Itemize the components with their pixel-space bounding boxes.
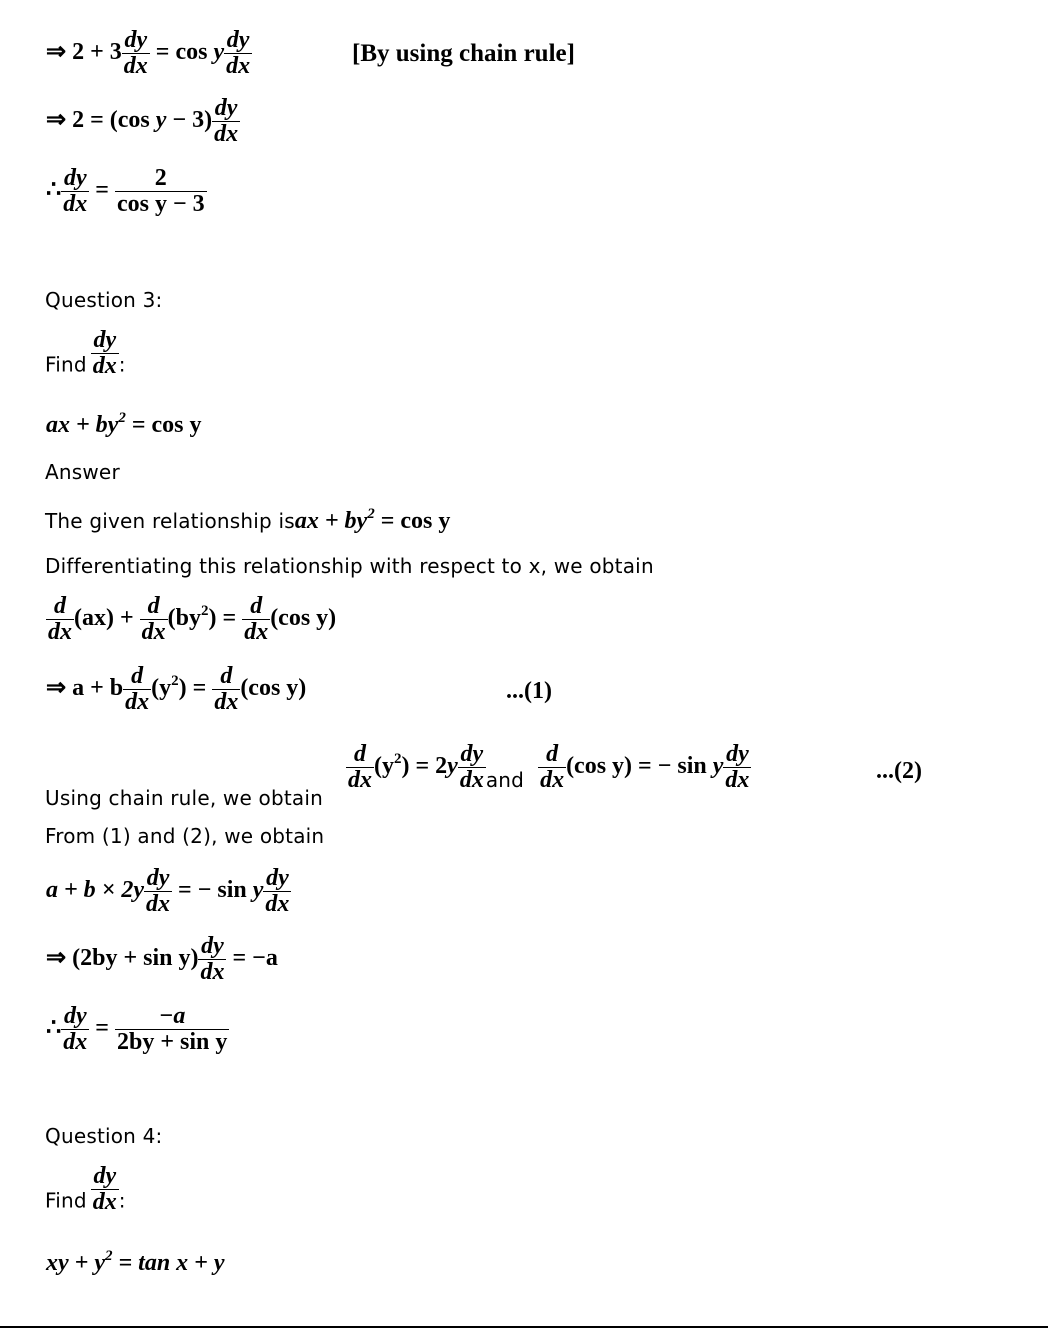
fraction-result bbox=[115, 166, 207, 217]
eq-text: − 3) bbox=[166, 107, 213, 134]
colon: : bbox=[118, 352, 126, 377]
fraction-dy-dx bbox=[723, 742, 751, 793]
numerator: dy bbox=[146, 865, 170, 891]
numerator: dy bbox=[124, 27, 148, 53]
eq-text: ) = 2 bbox=[401, 753, 448, 780]
fraction-d-dx bbox=[212, 664, 240, 715]
numerator: d bbox=[250, 593, 263, 619]
denominator: dx bbox=[48, 619, 72, 646]
fraction-dy-dx bbox=[198, 934, 226, 985]
q3-equation bbox=[46, 410, 202, 439]
eq-text: (by bbox=[167, 605, 202, 632]
denominator: cos y − 3 bbox=[116, 191, 205, 218]
equation-ref-1: ...(1) bbox=[506, 678, 552, 704]
denominator: dx bbox=[214, 689, 239, 716]
fraction-dy-dx bbox=[91, 1164, 119, 1215]
eq-text: ax + by bbox=[46, 412, 119, 438]
numerator: dy bbox=[63, 1003, 87, 1029]
q3-step-3 bbox=[46, 866, 291, 917]
numerator: −a bbox=[158, 1003, 186, 1029]
numerator: d bbox=[131, 663, 144, 689]
eq-text: = bbox=[89, 1015, 115, 1042]
therefore-symbol: ∴ bbox=[46, 1015, 62, 1042]
numerator: d bbox=[354, 741, 366, 767]
eq-text: ⇒ 2 = (cos bbox=[46, 107, 156, 134]
eq-text: xy + y bbox=[46, 1250, 105, 1276]
eq-text: (cos y) = − sin bbox=[566, 753, 713, 780]
denominator: dx bbox=[725, 767, 750, 794]
denominator: dx bbox=[540, 767, 565, 794]
denominator: dx bbox=[125, 689, 150, 716]
eq-text: (ax) + bbox=[74, 605, 140, 632]
denominator: dx bbox=[459, 767, 484, 794]
variable: y bbox=[712, 753, 724, 780]
eq-text: (cos y) bbox=[270, 605, 337, 632]
numerator: dy bbox=[214, 95, 238, 121]
variable: y bbox=[252, 877, 264, 904]
eq-text: ) = bbox=[208, 605, 243, 632]
chain-rule-note: [By using chain rule] bbox=[352, 40, 575, 67]
denominator: dx bbox=[63, 191, 88, 218]
variable: y bbox=[155, 107, 167, 134]
eq-text: ⇒ a + b bbox=[46, 675, 124, 702]
eq-chain-line-1 bbox=[46, 28, 252, 79]
question-3-heading: Question 3: bbox=[45, 288, 163, 312]
fraction-dy-dx bbox=[224, 28, 252, 79]
fraction-dy-dx bbox=[61, 1004, 89, 1055]
q3-result bbox=[46, 1004, 229, 1055]
denominator: dx bbox=[63, 1029, 88, 1056]
fraction-dy-dx bbox=[61, 166, 89, 217]
eq-text: (y bbox=[151, 675, 172, 702]
numerator: dy bbox=[460, 741, 484, 767]
eq-chain-result bbox=[46, 166, 207, 217]
colon: : bbox=[118, 1188, 126, 1213]
exponent: 2 bbox=[118, 410, 126, 426]
denominator: dx bbox=[214, 121, 239, 148]
therefore-symbol: ∴ bbox=[46, 177, 62, 204]
variable: y bbox=[213, 39, 225, 66]
eq-text: (cos y) bbox=[240, 675, 307, 702]
denominator: dx bbox=[92, 1189, 117, 1216]
eq-text: = −a bbox=[226, 945, 278, 972]
fraction-dy-dx bbox=[212, 96, 240, 147]
denominator: dx bbox=[146, 891, 171, 918]
differentiating-text: Differentiating this relationship with respect to x, we obtain bbox=[45, 554, 654, 578]
eq-text: ) = bbox=[178, 675, 213, 702]
fraction-dy-dx bbox=[144, 866, 172, 917]
q4-equation bbox=[46, 1248, 225, 1277]
eq-text: = cos bbox=[149, 39, 214, 66]
eq-text: = − sin bbox=[172, 877, 253, 904]
q3-chain-equations bbox=[346, 742, 751, 793]
fraction-dy-dx bbox=[122, 28, 150, 79]
exponent: 2 bbox=[104, 1248, 113, 1264]
numerator: dy bbox=[726, 741, 749, 767]
numerator: dy bbox=[63, 165, 87, 191]
denominator: 2by + sin y bbox=[116, 1029, 228, 1056]
fraction-dy-dx bbox=[458, 742, 486, 793]
denominator: dx bbox=[123, 53, 148, 80]
eq-text: = cos y bbox=[125, 412, 202, 438]
fraction-result bbox=[115, 1004, 229, 1055]
fraction-d-dx bbox=[538, 742, 566, 793]
variable: y bbox=[133, 877, 145, 904]
fraction-d-dx bbox=[46, 594, 74, 645]
denominator: dx bbox=[92, 353, 117, 380]
q4-find-line bbox=[45, 1164, 126, 1215]
eq-text: ax + by bbox=[294, 508, 368, 534]
and-text: and bbox=[485, 768, 525, 793]
eq-chain-line-2 bbox=[46, 96, 240, 147]
denominator: dx bbox=[226, 53, 251, 80]
variable: y bbox=[447, 753, 458, 780]
exponent: 2 bbox=[394, 751, 402, 768]
given-equation bbox=[295, 508, 451, 534]
exponent: 2 bbox=[367, 506, 375, 522]
numerator: d bbox=[147, 593, 160, 619]
q3-step-2 bbox=[46, 664, 306, 715]
eq-text: ⇒ (2by + sin y) bbox=[46, 945, 199, 972]
eq-text: a + b × 2 bbox=[46, 877, 134, 904]
numerator: d bbox=[54, 593, 66, 619]
q3-find-line bbox=[45, 328, 126, 379]
given-relationship-line bbox=[45, 506, 450, 535]
chain-rule-text: Using chain rule, we obtain bbox=[45, 786, 324, 810]
exponent: 2 bbox=[201, 603, 209, 620]
fraction-d-dx bbox=[123, 664, 151, 715]
numerator: dy bbox=[226, 27, 250, 53]
fraction-dy-dx bbox=[91, 328, 119, 379]
exponent: 2 bbox=[171, 673, 179, 690]
fraction-d-dx bbox=[242, 594, 270, 645]
question-4-heading: Question 4: bbox=[45, 1124, 163, 1148]
numerator: 2 bbox=[154, 165, 167, 191]
numerator: dy bbox=[266, 865, 289, 891]
denominator: dx bbox=[141, 619, 166, 646]
denominator: dx bbox=[200, 959, 225, 986]
answer-label: Answer bbox=[45, 460, 120, 484]
eq-text: ⇒ 2 + 3 bbox=[46, 39, 122, 66]
q3-step-4 bbox=[46, 934, 278, 985]
denominator: dx bbox=[348, 767, 372, 794]
from-text: From (1) and (2), we obtain bbox=[45, 824, 325, 848]
numerator: dy bbox=[93, 327, 117, 353]
fraction-d-dx bbox=[140, 594, 168, 645]
q3-step-1 bbox=[46, 594, 336, 645]
fraction-d-dx bbox=[346, 742, 374, 793]
denominator: dx bbox=[265, 891, 290, 918]
find-label: Find bbox=[45, 1188, 87, 1213]
denominator: dx bbox=[244, 619, 269, 646]
fraction-dy-dx bbox=[263, 866, 291, 917]
eq-text: = tan x + y bbox=[112, 1250, 225, 1276]
numerator: dy bbox=[93, 1163, 117, 1189]
eq-text: (y bbox=[374, 753, 394, 780]
equation-ref-2: ...(2) bbox=[876, 758, 922, 784]
numerator: d bbox=[546, 741, 559, 767]
given-text: The given relationship is bbox=[45, 509, 295, 533]
numerator: dy bbox=[201, 933, 224, 959]
eq-text: = cos y bbox=[374, 508, 451, 534]
eq-text: = bbox=[89, 177, 115, 204]
numerator: d bbox=[220, 663, 233, 689]
find-label: Find bbox=[45, 352, 87, 377]
